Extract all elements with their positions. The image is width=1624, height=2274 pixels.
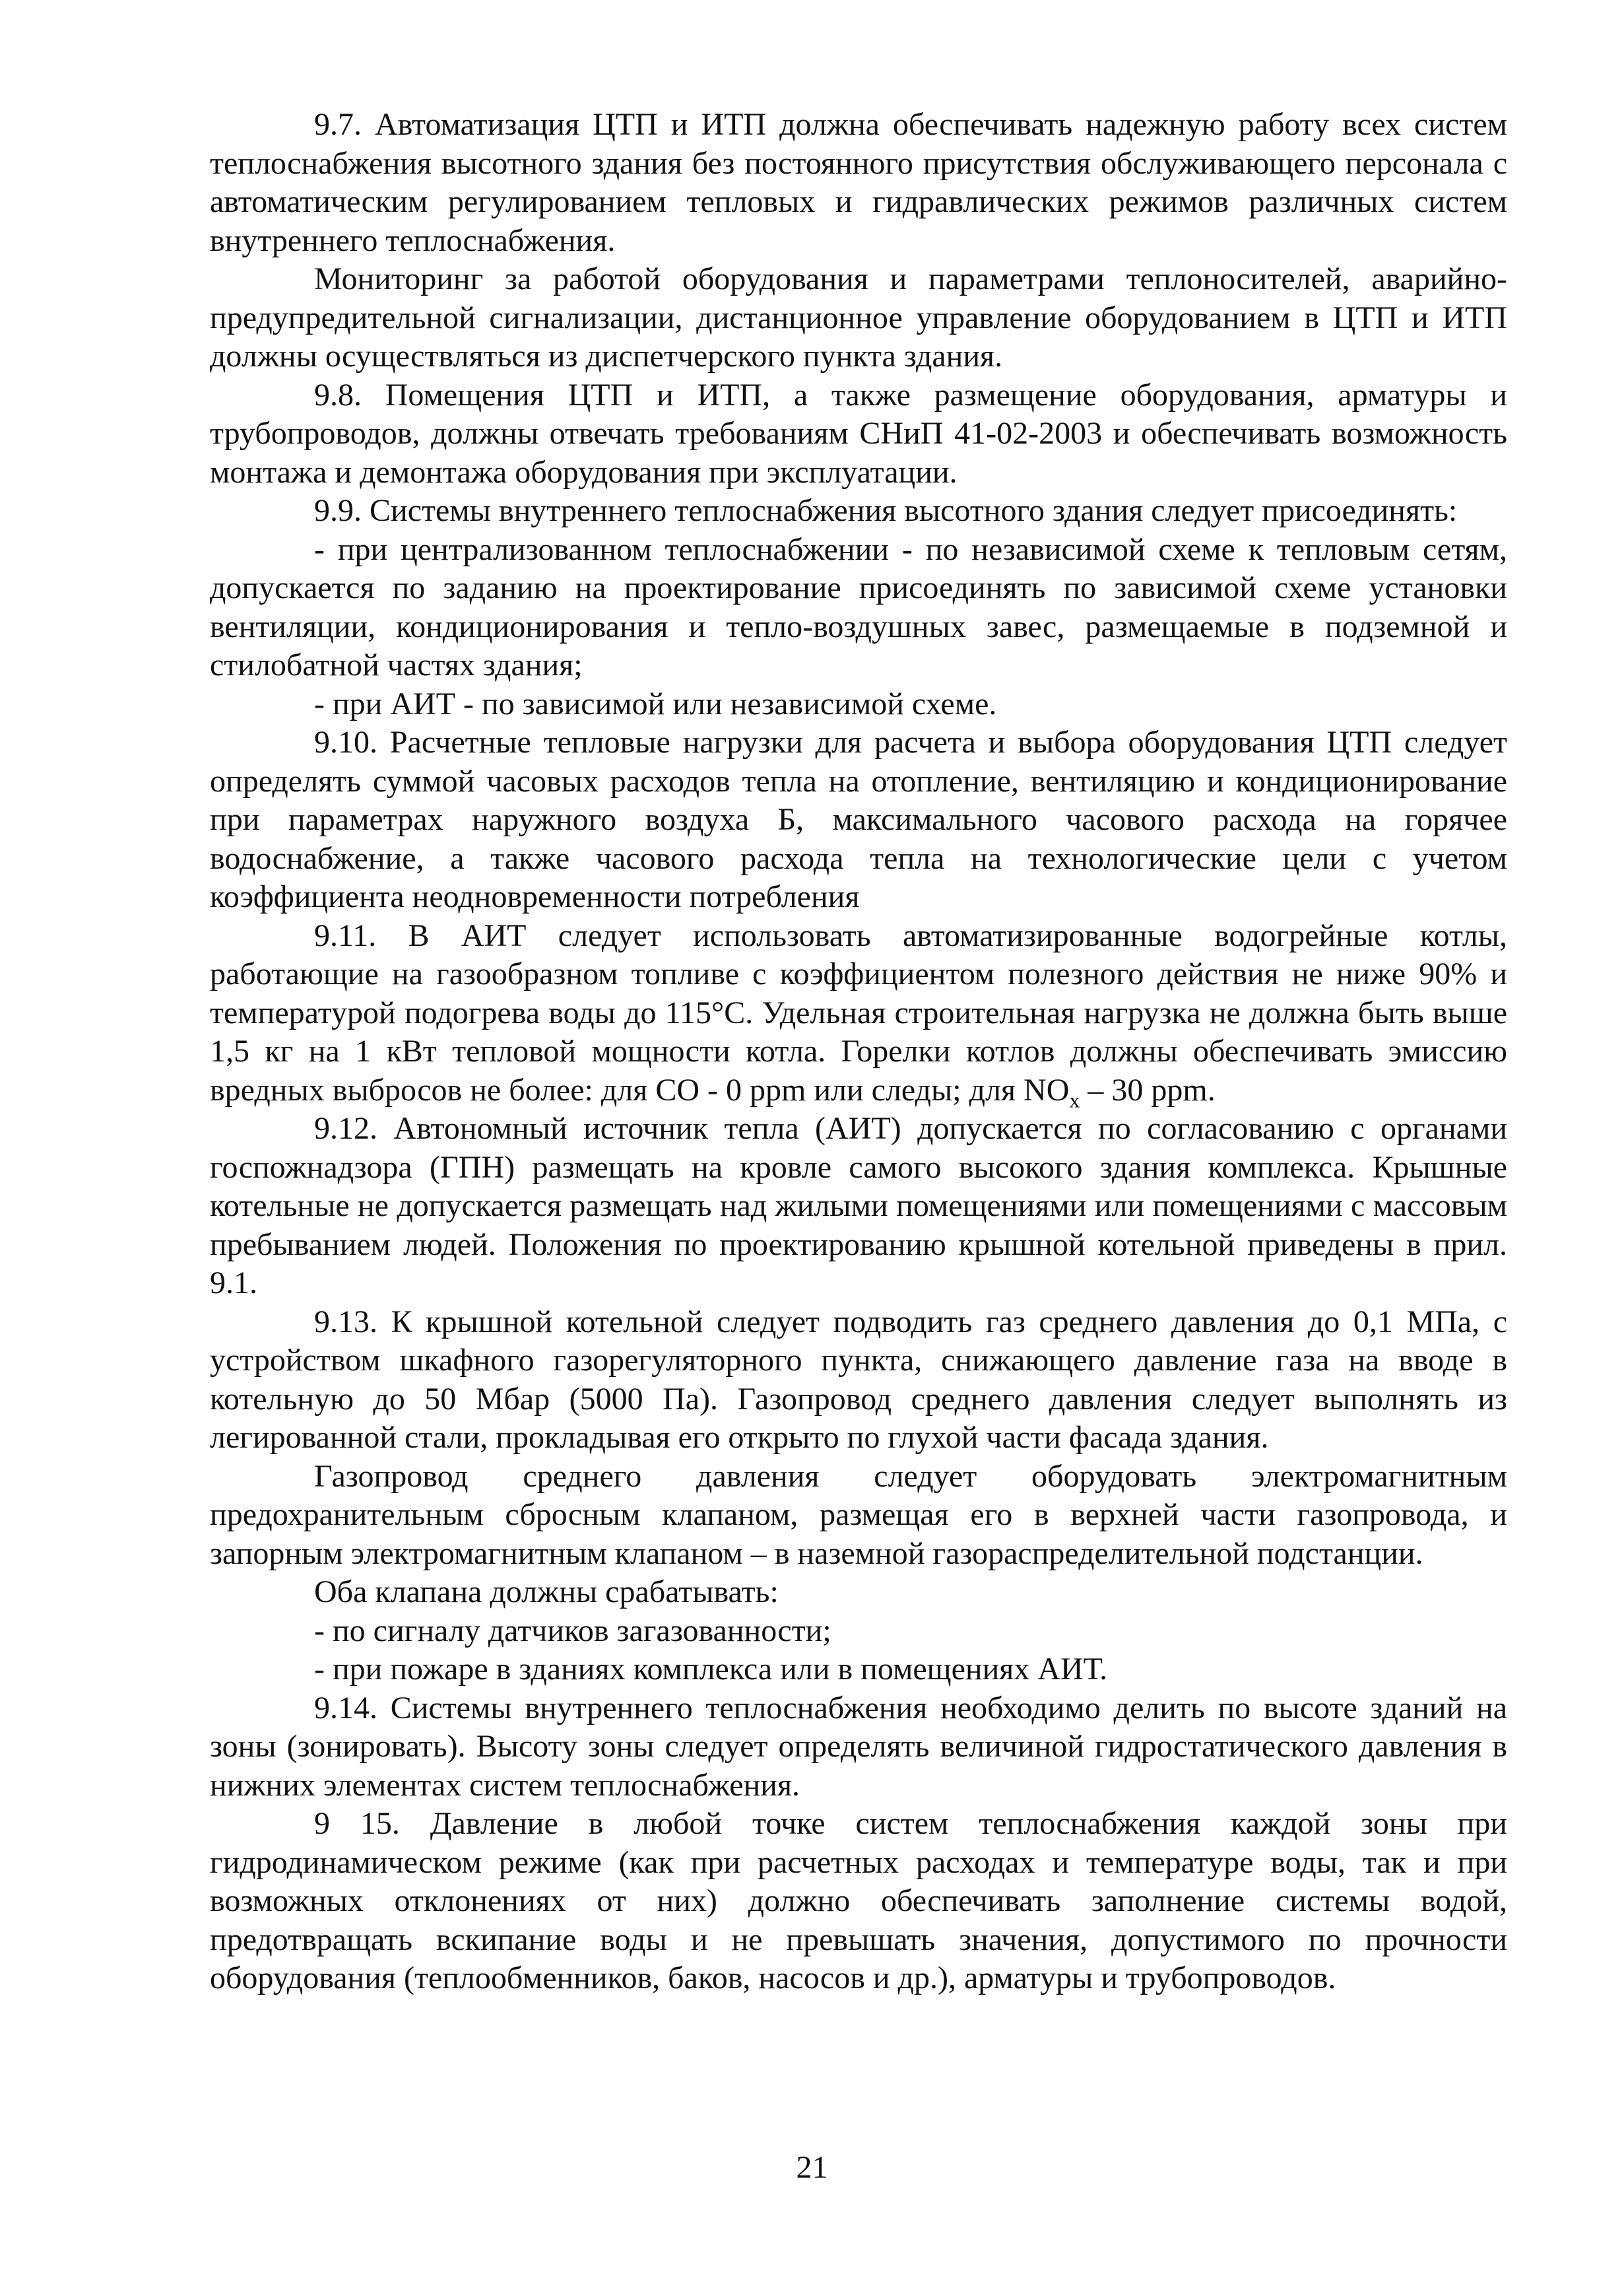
list-item-centralized: - при централизованном теплоснабжении - по независимой схеме к тепловым сетям, допускается по заданию на проектирование присоединять по зависимой схеме установки вентиляции, кондиционирования и тепло-воздушных завес, размещаемые в подземной и стилобатной частях здания; bbox=[210, 531, 1507, 683]
page-number: 21 bbox=[796, 2150, 828, 2185]
paragraph-9-13: 9.13. К крышной котельной следует подводить газ среднего давления до 0,1 МПа, с устройством шкафного газорегуляторного пункта, снижающего давление газа на вводе в котельную до 50 Мбар (5000 Па). Газопровод среднего давления следует выполнять из легированной стали, прокладывая его открыто по глухой части фасада здания. bbox=[210, 1304, 1507, 1455]
paragraph-9-10: 9.10. Расчетные тепловые нагрузки для расчета и выбора оборудования ЦТП следует определять суммой часовых расходов тепла на отопление, вентиляцию и кондиционирование при параметрах наружного воздуха Б, максимального часового расхода на горячее водоснабжение, а также часового расхода тепла на технологические цели с учетом коэффициента неодновременности потребления bbox=[210, 725, 1507, 914]
paragraph-9-14: 9.14. Системы внутреннего теплоснабжения необходимо делить по высоте зданий на зоны (зонировать). Высоту зоны следует определять величиной гидростатического давления в нижних элементах систем теплоснабжения. bbox=[210, 1690, 1507, 1803]
paragraph-9-9: 9.9. Системы внутреннего теплоснабжения высотного здания следует присоединять: bbox=[314, 493, 1458, 528]
paragraph-9-15: 9 15. Давление в любой точке систем теплоснабжения каждой зоны при гидродинамическом режиме (как при расчетных расходах и температуре воды, так и при возможных отклонениях от них) должно обеспечивать заполнение системы водой, предотвращать вскипание воды и не превышать значения, допустимого по прочности оборудования (теплообменников, баков, насосов и др.), арматуры и трубопроводов. bbox=[210, 1806, 1507, 1995]
list-item-gas-sensors: - по сигналу датчиков загазованности; bbox=[314, 1613, 831, 1648]
paragraph-9-11 bbox=[210, 917, 1507, 1110]
paragraph-monitoring: Мониторинг за работой оборудования и параметрами теплоносителей, аварийно-предупредительной сигнализации, дистанционное управление оборудованием в ЦТП и ИТП должны осуществляться из диспетчерского пункта здания. bbox=[210, 261, 1507, 374]
list-item-ait: - при АИТ - по зависимой или независимой схеме. bbox=[314, 686, 997, 721]
paragraph-valves: Оба клапана должны срабатывать: bbox=[314, 1574, 779, 1609]
paragraph-9-11-text: 9.11. В АИТ следует использовать автоматизированные водогрейные котлы, работающие на газообразном топливе с коэффициентом полезного действия не ниже 90% и температурой подогрева воды до 115°С. Удельная строительная нагрузка не должна быть выше 1,5 кг на 1 кВт тепловой мощности котла. Горелки котлов должны обеспечивать эмиссию вредных выбросов не более: для СО - 0 ppm или следы; для NO bbox=[210, 918, 1507, 1108]
paragraph-9-11-tail: – 30 ppm. bbox=[1080, 1072, 1216, 1108]
document-body bbox=[210, 106, 1507, 1998]
paragraph-9-8: 9.8. Помещения ЦТП и ИТП, а также размещение оборудования, арматуры и трубопроводов, должны отвечать требованиям СНиП 41-02-2003 и обеспечивать возможность монтажа и демонтажа оборудования при эксплуатации. bbox=[210, 377, 1507, 490]
paragraph-gas-pipeline: Газопровод среднего давления следует оборудовать электромагнитным предохранительным сбросным клапаном, размещая его в верхней части газопровода, и запорным электромагнитным клапаном – в наземной газораспределительной подстанции. bbox=[210, 1458, 1507, 1571]
paragraph-9-7: 9.7. Автоматизация ЦТП и ИТП должна обеспечивать надежную работу всех систем теплоснабжения высотного здания без постоянного присутствия обслуживающего персонала с автоматическим регулированием тепловых и гидравлических режимов различных систем внутреннего теплоснабжения. bbox=[210, 107, 1507, 258]
nox-subscript: x bbox=[1069, 1088, 1080, 1112]
list-item-fire: - при пожаре в зданиях комплекса или в помещениях АИТ. bbox=[314, 1652, 1108, 1687]
paragraph-9-12: 9.12. Автономный источник тепла (АИТ) допускается по согласованию с органами госпожнадзора (ГПН) размещать на кровле самого высокого здания комплекса. Крышные котельные не допускается размещать над жилыми помещениями или помещениями с массовым пребыванием людей. Положения по проектированию крышной котельной приведены в прил. 9.1. bbox=[210, 1111, 1507, 1300]
